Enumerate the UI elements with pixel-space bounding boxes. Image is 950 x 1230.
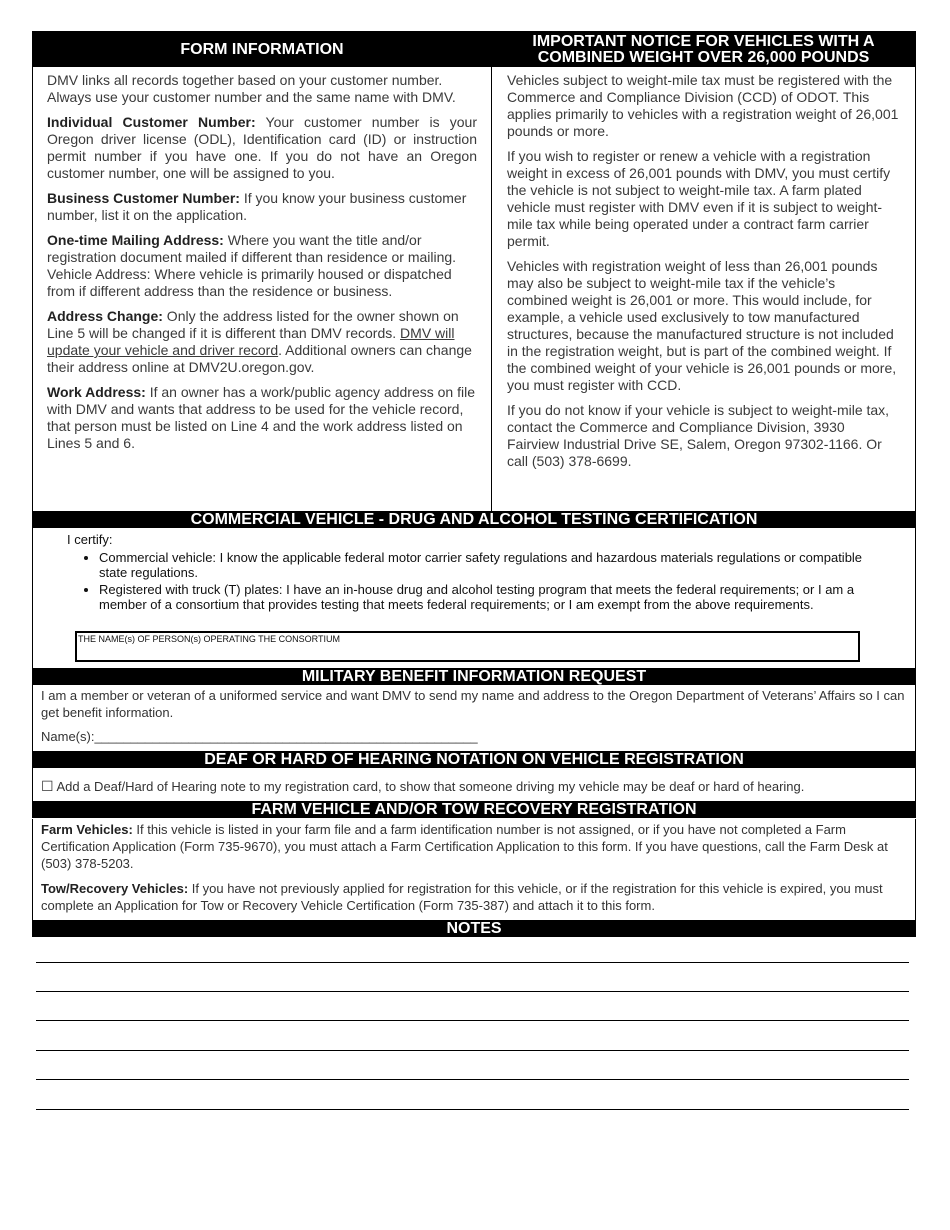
- military-section: [32, 685, 916, 751]
- farm-vehicles-label: Farm Vehicles:: [41, 822, 133, 837]
- notes-line-3[interactable]: [36, 1020, 909, 1021]
- form-information-column: [33, 32, 492, 512]
- intro-text: DMV links all records together based on your customer number. Always use your customer number and the same name with DMV.: [47, 72, 456, 105]
- business-label: Business Customer Number:: [47, 190, 240, 206]
- notes-line-4[interactable]: [36, 1050, 909, 1051]
- weight-notice-column: [492, 32, 915, 512]
- notes-line-6[interactable]: [36, 1109, 909, 1110]
- certify-item-commercial: • Commercial vehicle: I know the applicable federal motor carrier safety regulations and hazardous materials regulations or compatible state regulations.: [99, 550, 869, 580]
- mailing-label: One-time Mailing Address:: [47, 232, 224, 248]
- address-change-underlined: DMV will update your vehicle and driver record: [47, 325, 455, 358]
- farm-vehicles-text: If this vehicle is listed in your farm file and a farm identification number is not assigned, or if you have not completed a Farm Certification Application (Form 735-9670), you must attach a Farm Certification Application to this form. If you have questions, call the Farm Desk at (503) 378-5203.: [41, 822, 888, 871]
- notice-paragraph-4: If you do not know if your vehicle is subject to weight-mile tax, contact the Commerce and Compliance Division, 3930 Fairview Industrial Drive SE, Salem, Oregon 97302-1166. Or call (503) 378-6699.: [507, 402, 890, 469]
- notice-paragraph-3: Vehicles with registration weight of less than 26,001 pounds may also be subject to weight-mile tax if the vehicle’s combined weight is 26,001 or more. This would include, for example, a vehicle used exclusively to tow manufactured structures, because the manufactured structure is not included in the registration weight, but is part of the combined weight. If the combined weight of your vehicle is 26,001 pounds or more, you must register with CCD.: [507, 258, 897, 393]
- work-address: [47, 384, 477, 452]
- weight-notice-header: [492, 32, 915, 67]
- tow-vehicles-label: Tow/Recovery Vehicles:: [41, 881, 189, 896]
- weight-notice-header-line1: IMPORTANT NOTICE FOR VEHICLES WITH A: [532, 33, 875, 50]
- address-change-tail: . Additional owners can change their address online at DMV2U.oregon.gov.: [47, 342, 472, 375]
- consortium-name-field[interactable]: [75, 631, 860, 662]
- notes-line-1[interactable]: [36, 962, 909, 963]
- address-change-label: Address Change:: [47, 308, 163, 324]
- form-information-header: FORM INFORMATION: [33, 32, 491, 67]
- deaf-section: [32, 768, 916, 801]
- notes-header: NOTES: [32, 920, 916, 937]
- military-names-field[interactable]: Name(s):_____________________________________________________: [41, 729, 478, 744]
- military-text: I am a member or veteran of a uniformed service and want DMV to send my name and address to the Oregon Department of Veterans’ Affairs so I can get benefit information.: [41, 688, 905, 720]
- tow-vehicles-text: If you have not previously applied for registration for this vehicle, or if the registration for this vehicle is expired, you must complete an Application for Tow or Recovery Vehicle Certification (Form 735-387) and attach it to this form.: [41, 881, 883, 913]
- farm-vehicles: [41, 821, 907, 872]
- notes-line-2[interactable]: [36, 991, 909, 992]
- mailing-address: [47, 232, 477, 300]
- business-text: If you know your business customer number, list it on the application.: [47, 190, 467, 223]
- mailing-text: Where you want the title and/or registration document mailed if different than residence or mailing. Vehicle Address: Where vehicle is primarily housed or dispatched from if different address than the residence or business.: [47, 232, 457, 299]
- address-change: [47, 308, 477, 376]
- work-label: Work Address:: [47, 384, 146, 400]
- top-info-block: [32, 31, 916, 513]
- individual-customer-number: [47, 114, 477, 182]
- notes-line-5[interactable]: [36, 1079, 909, 1080]
- certify-item-truck-plates: • Registered with truck (T) plates: I have an in-house drug and alcohol testing program that meets the federal requirements; or I am a member of a consortium that provides testing that meets federal requirements; or I am exempt from the above requirements.: [99, 582, 869, 612]
- military-header: MILITARY BENEFIT INFORMATION REQUEST: [32, 668, 916, 685]
- commercial-header: COMMERCIAL VEHICLE - DRUG AND ALCOHOL TESTING CERTIFICATION: [32, 511, 916, 528]
- work-text: If an owner has a work/public agency address on file with DMV and wants that address to be used for the vehicle record, that person must be listed on Line 4 and the work address listed on Lines 5 and 6.: [47, 384, 475, 451]
- weight-notice-header-line2: COMBINED WEIGHT OVER 26,000 POUNDS: [537, 49, 870, 66]
- tow-vehicles: [41, 880, 907, 914]
- notice-paragraph-1: Vehicles subject to weight-mile tax must be registered with the Commerce and Compliance Division (CCD) of ODOT. This applies primarily to vehicles with a registration weight of 26,001 pounds or more.: [507, 72, 899, 139]
- business-customer-number: [47, 190, 477, 224]
- commercial-section: [32, 527, 916, 668]
- farm-section: [32, 819, 916, 920]
- individual-text: Your customer number is your Oregon driver license (ODL), Identification card (ID) or instruction permit number if you have one. If you do not have an Oregon customer number, one will be assigned to you.: [47, 114, 477, 181]
- certify-label: I certify:: [67, 532, 113, 547]
- deaf-text: Add a Deaf/Hard of Hearing note to my registration card, to show that someone driving my vehicle may be deaf or hard of hearing.: [56, 779, 805, 794]
- individual-label: Individual Customer Number:: [47, 114, 256, 130]
- farm-header: FARM VEHICLE AND/OR TOW RECOVERY REGISTRATION: [32, 801, 916, 818]
- address-change-text: Only the address listed for the owner shown on Line 5 will be changed if it is different than DMV records.: [47, 308, 459, 341]
- consortium-field-label: THE NAME(s) OF PERSON(s) OPERATING THE CONSORTIUM: [78, 634, 341, 644]
- certify-list: [99, 550, 869, 614]
- deaf-checkbox[interactable]: ☐: [41, 778, 54, 794]
- notice-paragraph-2: If you wish to register or renew a vehicle with a registration weight in excess of 26,001 pounds with DMV, you must certify the vehicle is not subject to weight-mile tax. A farm plated vehicle must register with DMV even if it is subject to weight-mile tax while being operated under a contract farm carrier permit.: [507, 148, 891, 249]
- deaf-header: DEAF OR HARD OF HEARING NOTATION ON VEHICLE REGISTRATION: [32, 751, 916, 768]
